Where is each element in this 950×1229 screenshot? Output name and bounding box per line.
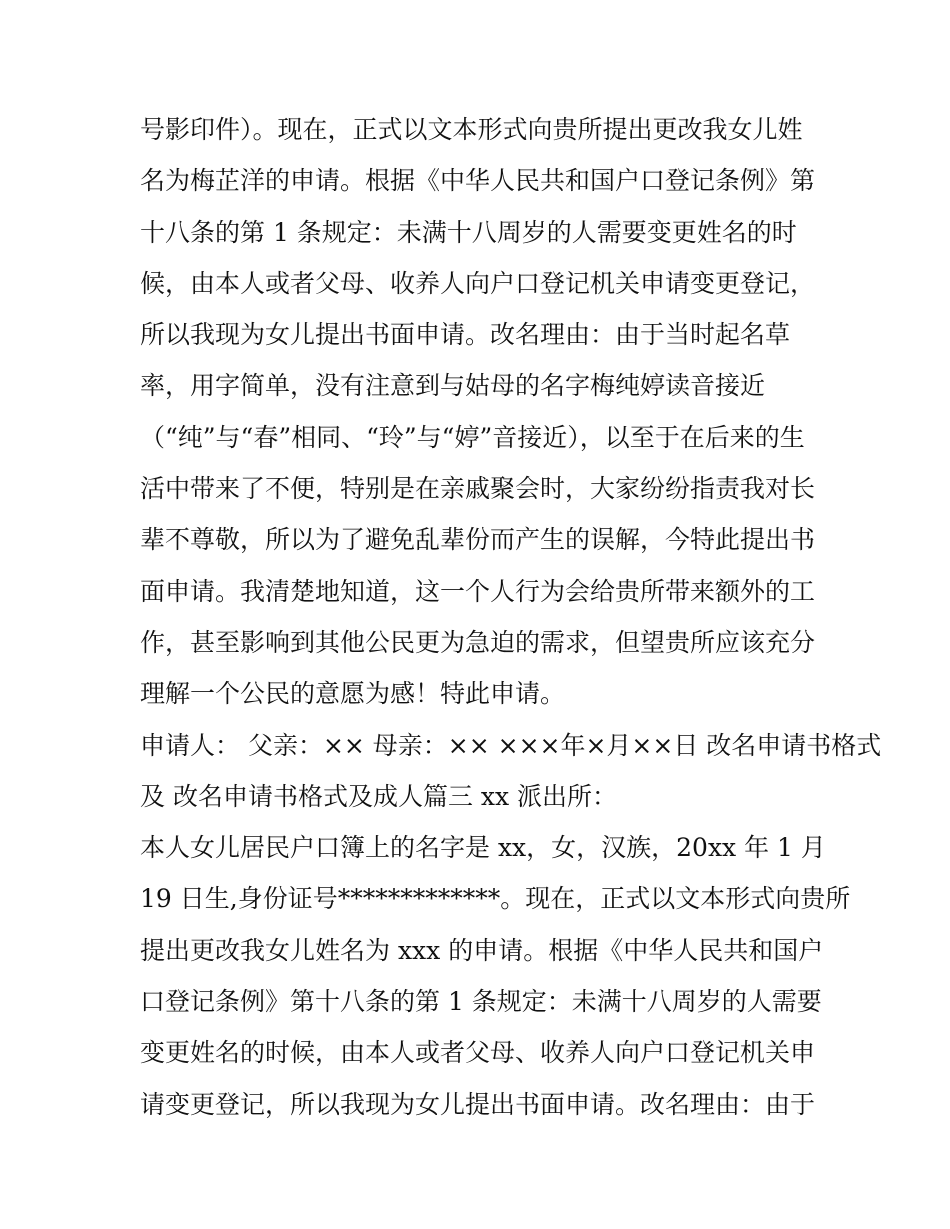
text-line: 号影印件）。现在，正式以文本形式向贵所提出更改我女儿姓 (140, 115, 803, 144)
text-line: 活中带来了不便，特别是在亲戚聚会时，大家纷纷指责我对长 (140, 474, 816, 504)
applicant-line: 申请人： 父亲：×× 母亲：×× ×××年×月××日 改名申请书格式 (140, 730, 882, 760)
text-line: 作，甚至影响到其他公民更为急迫的需求，但望贵所应该充分 (140, 627, 816, 657)
text-line: 请变更登记，所以我现为女儿提出书面申请。改名理由：由于 (140, 1089, 816, 1119)
text-line: 十八条的第 1 条规定：未满十八周岁的人需要变更姓名的时 (140, 217, 797, 247)
text-line: 辈不尊敬，所以为了避免乱辈份而产生的误解，今特此提出书 (140, 525, 816, 555)
text-line: 面申请。我清楚地知道，这一个人行为会给贵所带来额外的工 (140, 576, 816, 606)
text-line: 提出更改我女儿姓名为 xxx 的申请。根据《中华人民共和国户 (140, 935, 824, 965)
text-line: 本人女儿居民户口簿上的名字是 xx，女，汉族，20xx 年 1 月 (140, 833, 826, 863)
text-line: 及 改名申请书格式及成人篇三 xx 派出所： (140, 781, 618, 811)
text-line: 候，由本人或者父母、收养人向户口登记机关申请变更登记， (140, 268, 816, 298)
text-line: 口登记条例》第十八条的第 1 条规定：未满十八周岁的人需要 (140, 987, 822, 1017)
text-line: （“纯”与“春”相同、“玲”与“婷”音接近），以至于在后来的生 (140, 422, 805, 452)
text-line: 名为梅芷洋的申请。根据《中华人民共和国户口登记条例》第 (140, 166, 816, 196)
text-line: 变更姓名的时候，由本人或者父母、收养人向户口登记机关申 (140, 1038, 816, 1068)
document-body (140, 104, 882, 1130)
text-line: 理解一个公民的意愿为感！特此申请。 (140, 679, 566, 709)
text-line: 19 日生,身份证号*************。现在，正式以文本形式向贵所 (140, 884, 851, 914)
text-line: 所以我现为女儿提出书面申请。改名理由：由于当时起名草 (140, 320, 791, 350)
text-line: 率，用字简单，没有注意到与姑母的名字梅纯婷读音接近 (140, 371, 766, 401)
